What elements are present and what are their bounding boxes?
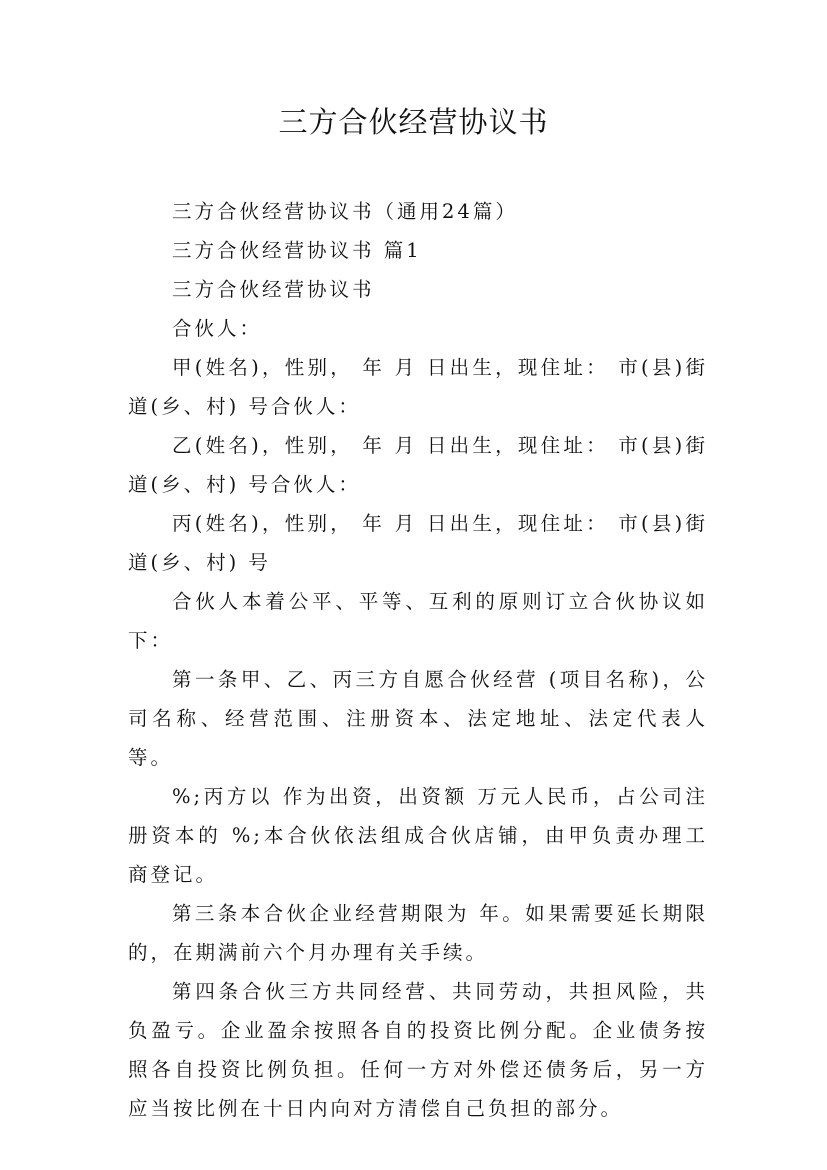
- document-title: 三方合伙经营协议书: [278, 105, 549, 139]
- paragraph-partner-c: 丙(姓名)，性别， 年 月 日出生，现住址： 市(县)街道(乡、村) 号: [128, 512, 708, 574]
- paragraph-partners-label: 合伙人：: [172, 317, 263, 340]
- paragraph-partner-a: 甲(姓名)，性别， 年 月 日出生，现住址： 市(县)街道(乡、村) 号合伙人：: [128, 356, 708, 418]
- paragraph-principle: 合伙人本着公平、平等、互利的原则订立合伙协议如下：: [128, 590, 708, 652]
- paragraph-heading-article-1: 三方合伙经营协议书 篇1: [172, 239, 422, 262]
- paragraph-article-one: 第一条甲、乙、丙三方自愿合伙经营 (项目名称)，公司名称、经营范围、注册资本、法定地址、法定代表人等。: [128, 668, 708, 769]
- paragraph-partner-b: 乙(姓名)，性别， 年 月 日出生，现住址： 市(县)街道(乡、村) 号合伙人：: [128, 434, 708, 496]
- paragraph-article-three: 第三条本合伙企业经营期限为 年。如果需要延长期限的，在期满前六个月办理有关手续。: [128, 902, 708, 964]
- paragraph-heading-collection: 三方合伙经营协议书（通用24篇）: [172, 200, 518, 223]
- paragraph-article-four: 第四条合伙三方共同经营、共同劳动，共担风险，共负盈亏。企业盈余按照各自的投资比例分配。企业债务按照各自投资比例负担。任何一方对外偿还债务后，另一方应当按比例在十日内向对方清偿自己负担的部分。: [128, 980, 708, 1120]
- paragraph-investment: %;丙方以 作为出资，出资额 万元人民币，占公司注册资本的 %;本合伙依法组成合伙店铺，由甲负责办理工商登记。: [128, 785, 708, 886]
- paragraph-heading-agreement: 三方合伙经营协议书: [172, 278, 375, 301]
- document-body: [128, 192, 708, 1128]
